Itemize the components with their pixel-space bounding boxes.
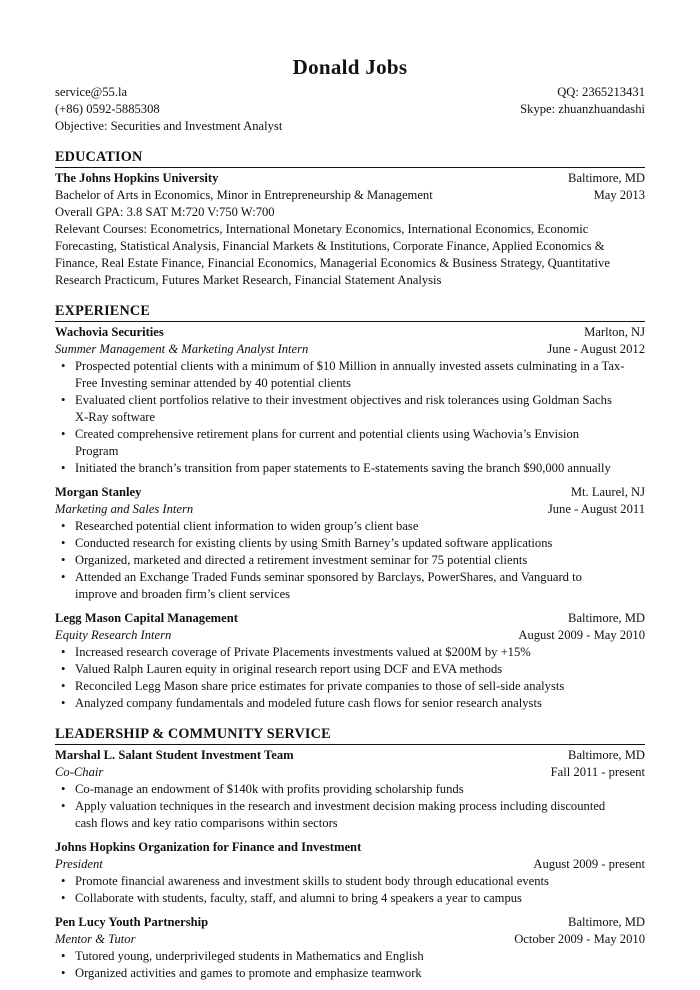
skype-text: Skype: zhuanzhuandashi xyxy=(520,102,645,116)
bullet-item: • Valued Ralph Lauren equity in original research report using DCF and EVA methods xyxy=(55,661,645,678)
job-entry xyxy=(55,610,645,712)
job-location: Baltimore, MD xyxy=(568,611,645,625)
job-org: Wachovia Securities xyxy=(55,325,164,339)
experience-heading: EXPERIENCE xyxy=(55,303,645,322)
education-heading: EDUCATION xyxy=(55,149,645,168)
leadership-org-row xyxy=(55,747,645,764)
leadership-org: Pen Lucy Youth Partnership xyxy=(55,915,209,929)
leadership-section xyxy=(55,726,645,982)
bullet-item: • Prospected potential clients with a minimum of $10 Million in annually invested assets culminating in a Tax-Free Investing seminar attended by 40 potential clients xyxy=(55,358,645,392)
leadership-date: August 2009 - present xyxy=(533,857,645,871)
contact-row-1 xyxy=(55,84,645,101)
candidate-name: Donald Jobs xyxy=(292,55,408,79)
job-date: June - August 2012 xyxy=(547,342,645,356)
job-org: Legg Mason Capital Management xyxy=(55,611,238,625)
job-date: June - August 2011 xyxy=(547,502,645,516)
bullet-item: • Evaluated client portfolios relative to their investment objectives and risk tolerances using Goldman Sachs X-Ray software xyxy=(55,392,645,426)
email-text: service@55.la xyxy=(55,85,128,99)
job-org-row xyxy=(55,610,645,627)
leadership-entry xyxy=(55,747,645,832)
experience-section xyxy=(55,303,645,712)
bullet-item: • Promote financial awareness and investment skills to student body through educational events xyxy=(55,873,645,890)
bullet-item: • Organized, marketed and directed a retirement investment seminar for 75 potential clients xyxy=(55,552,645,569)
objective-text: Objective: Securities and Investment Analyst xyxy=(55,119,283,133)
job-role-row xyxy=(55,341,645,358)
education-degree-row xyxy=(55,187,645,204)
education-section xyxy=(55,149,645,289)
school-location: Baltimore, MD xyxy=(568,171,645,185)
leadership-bullets xyxy=(55,873,645,907)
leadership-role: Mentor & Tutor xyxy=(55,932,136,946)
leadership-org: Johns Hopkins Organization for Finance and Investment xyxy=(55,840,362,854)
qq-text: QQ: 2365213431 xyxy=(557,85,645,99)
leadership-org-row xyxy=(55,839,645,856)
job-role-row xyxy=(55,501,645,518)
job-entry xyxy=(55,324,645,477)
bullet-item: • Co-manage an endowment of $140k with profits providing scholarship funds xyxy=(55,781,645,798)
contact-row-2 xyxy=(55,101,645,118)
job-org-row xyxy=(55,324,645,341)
objective-row xyxy=(55,118,645,135)
education-entry xyxy=(55,170,645,289)
education-org-row xyxy=(55,170,645,187)
bullet-item: • Collaborate with students, faculty, staff, and alumni to bring 4 speakers a year to campus xyxy=(55,890,645,907)
job-org: Morgan Stanley xyxy=(55,485,142,499)
leadership-role-row xyxy=(55,931,645,948)
bullet-item: • Conducted research for existing clients by using Smith Barney’s updated software applications xyxy=(55,535,645,552)
leadership-role: President xyxy=(55,857,103,871)
leadership-bullets xyxy=(55,948,645,982)
courses-text: Relevant Courses: Econometrics, International Monetary Economics, International Economics, Economic Forecasting, Statistical Analysis, Financial Markets & Institutions, Corporate Finance, Applied Economics & Finance, Real Estate Finance, Financial Economics, Managerial Economics & Business Strategy, Quantitative Research Practicum, Futures Market Research, Financial Statement Analysis xyxy=(55,222,610,287)
leadership-date: October 2009 - May 2010 xyxy=(514,932,645,946)
school-name: The Johns Hopkins University xyxy=(55,171,219,185)
leadership-org: Marshal L. Salant Student Investment Team xyxy=(55,748,294,762)
degree-text: Bachelor of Arts in Economics, Minor in Entrepreneurship & Management xyxy=(55,188,433,202)
leadership-location: Baltimore, MD xyxy=(568,748,645,762)
bullet-item: • Analyzed company fundamentals and modeled future cash flows for senior research analysts xyxy=(55,695,645,712)
job-bullets xyxy=(55,644,645,712)
leadership-entry xyxy=(55,914,645,982)
leadership-location: Baltimore, MD xyxy=(568,915,645,929)
phone-text: (+86) 0592-5885308 xyxy=(55,102,160,116)
bullet-item: • Apply valuation techniques in the research and investment decision making process including discounted cash flows and key ratio comparisons within sectors xyxy=(55,798,645,832)
job-role: Marketing and Sales Intern xyxy=(55,502,194,516)
leadership-org-row xyxy=(55,914,645,931)
job-org-row xyxy=(55,484,645,501)
job-date: August 2009 - May 2010 xyxy=(518,628,645,642)
leadership-role-row xyxy=(55,856,645,873)
job-role-row xyxy=(55,627,645,644)
gpa-text: Overall GPA: 3.8 SAT M:720 V:750 W:700 xyxy=(55,205,275,219)
bullet-item: • Reconciled Legg Mason share price estimates for private companies to those of sell-side analysts xyxy=(55,678,645,695)
job-bullets xyxy=(55,518,645,603)
job-role: Summer Management & Marketing Analyst Intern xyxy=(55,342,309,356)
job-location: Mt. Laurel, NJ xyxy=(570,485,645,499)
bullet-item: • Tutored young, underprivileged students in Mathematics and English xyxy=(55,948,645,965)
leadership-role-row xyxy=(55,764,645,781)
leadership-role: Co-Chair xyxy=(55,765,104,779)
bullet-item: • Initiated the branch’s transition from paper statements to E-statements saving the branch $90,000 annually xyxy=(55,460,645,477)
bullet-item: • Attended an Exchange Traded Funds seminar sponsored by Barclays, PowerShares, and Vanguard to improve and broaden firm’s client services xyxy=(55,569,645,603)
job-entry xyxy=(55,484,645,603)
leadership-entry xyxy=(55,839,645,907)
job-location: Marlton, NJ xyxy=(584,325,645,339)
bullet-item: • Organized activities and games to promote and emphasize teamwork xyxy=(55,965,645,982)
bullet-item: • Created comprehensive retirement plans for current and potential clients using Wachovia’s Envision Program xyxy=(55,426,645,460)
job-bullets xyxy=(55,358,645,477)
bullet-item: • Increased research coverage of Private Placements investments valued at $200M by +15% xyxy=(55,644,645,661)
job-role: Equity Research Intern xyxy=(55,628,172,642)
leadership-heading: LEADERSHIP & COMMUNITY SERVICE xyxy=(55,726,645,745)
graduation-date: May 2013 xyxy=(593,188,645,202)
bullet-item: • Researched potential client information to widen group’s client base xyxy=(55,518,645,535)
leadership-bullets xyxy=(55,781,645,832)
leadership-date: Fall 2011 - present xyxy=(550,765,645,779)
